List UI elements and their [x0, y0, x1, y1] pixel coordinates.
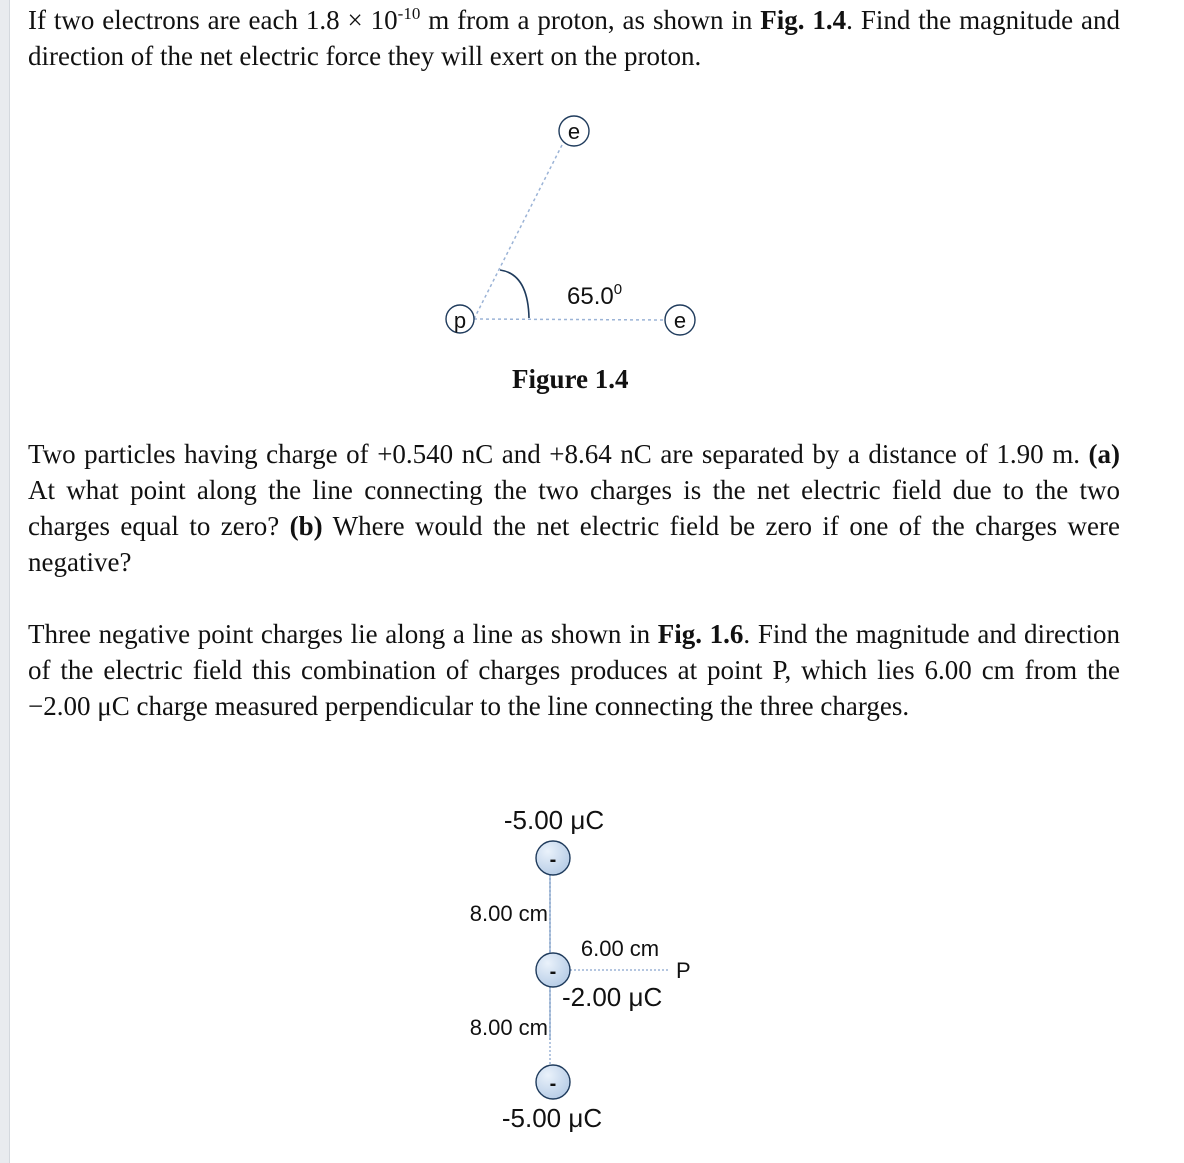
bottom-charge-value: -5.00 μC — [501, 1103, 603, 1133]
bottom-charge-sign: - — [549, 1073, 557, 1095]
point-p-label: P — [676, 958, 691, 983]
figure-1-4-caption: Figure 1.4 — [512, 364, 629, 394]
figure-1-4 — [446, 116, 695, 335]
proton-to-right-electron-line — [474, 319, 665, 320]
right-electron-charge — [665, 305, 695, 335]
part-b-label: (b) — [289, 511, 323, 541]
figure-1-6 — [470, 805, 691, 1133]
middle-negative-charge — [536, 953, 570, 987]
fig-1-6-reference: Fig. 1.6 — [657, 619, 744, 649]
lower-spacing-label: 8.00 cm — [469, 1015, 548, 1040]
upper-spacing-label: 8.00 cm — [469, 901, 548, 926]
top-electron-label: e — [567, 119, 581, 144]
top-negative-charge — [536, 841, 570, 875]
problem-1-text: If two electrons are each $1.8 \times 10^{-10}$ m from a proton, as shown in Fig. 1.4. Find the magnitude and direction of the net electric force they will exert on the proton. — [28, 4, 1120, 71]
top-charge-sign: - — [549, 849, 557, 871]
angle-label: 65.0$^0$ — [567, 281, 623, 310]
top-charge-value: -5.00 μC — [503, 805, 605, 835]
proton-charge — [446, 305, 474, 333]
right-electron-label: e — [673, 308, 687, 333]
middle-charge-value: -2.00 μC — [562, 982, 663, 1012]
angle-arc — [500, 270, 529, 318]
problem-2-text: Two particles having charge of +0.540 nC and +8.64 nC are separated by a distance of 1.90 m. (a) At what point along the line connecting the two charges is the net electric field due to the two charges equal to zero? (b) Where would the net electric field be zero if one of the charges were negative? — [28, 439, 1120, 577]
middle-charge-sign: - — [549, 961, 557, 983]
problem-3-text: Three negative point charges lie along a line as shown in Fig. 1.6. Find the magnitude and direction of the electric field this combination of charges produces at point P, which lies 6.00 cm from the −2.00 μC charge measured perpendicular to the line connecting the three charges. — [28, 619, 1120, 721]
distance-to-p-label: 6.00 cm — [580, 936, 660, 961]
part-a-label: (a) — [1088, 439, 1120, 469]
proton-to-top-electron-line — [474, 145, 562, 319]
top-electron-charge — [559, 116, 589, 146]
bottom-negative-charge — [536, 1065, 570, 1099]
proton-label: p — [453, 308, 467, 333]
fig-1-4-reference: Fig. 1.4 — [760, 5, 847, 35]
